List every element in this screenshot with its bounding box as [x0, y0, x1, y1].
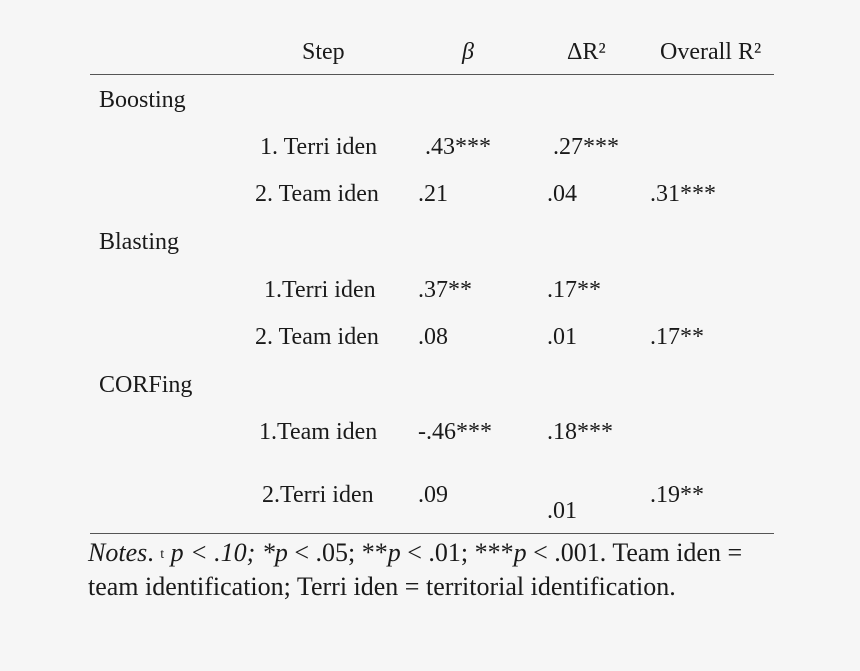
row-step: 2.Terri iden — [262, 482, 374, 508]
notes-p-2: p — [387, 538, 401, 567]
notes-threshold-01: < .01; *** — [400, 538, 514, 567]
row-step: 1. Terri iden — [260, 134, 378, 160]
group-label-boosting: Boosting — [99, 87, 186, 113]
row-delta-r2: .17** — [547, 277, 601, 303]
notes-p-3: p — [513, 538, 527, 567]
row-beta: .37** — [418, 277, 472, 303]
header-delta-r2-text: ΔR² — [567, 39, 606, 65]
notes-p-trend: p < .10 — [164, 538, 247, 567]
group-label-corfing: CORFing — [99, 372, 193, 398]
row-delta-r2: .01 — [547, 498, 577, 524]
row-beta: .08 — [418, 324, 448, 350]
row-delta-r2: .27*** — [553, 134, 619, 160]
top-rule — [90, 74, 774, 75]
row-step: 2. Team iden — [255, 181, 379, 207]
row-beta: .43*** — [425, 134, 491, 160]
notes-label: Notes — [88, 538, 148, 567]
row-beta: .09 — [418, 482, 448, 508]
row-beta: -.46*** — [418, 419, 492, 445]
row-step: 2. Team iden — [255, 324, 379, 350]
notes-t-mark: t — [160, 547, 165, 562]
notes-sep-1: ; * — [246, 538, 275, 567]
notes-threshold-05: < .05; ** — [287, 538, 388, 567]
row-delta-r2: .04 — [547, 181, 577, 207]
header-step: Step — [302, 39, 345, 65]
row-step: 1.Terri iden — [264, 277, 376, 303]
header-delta-r2 — [567, 38, 606, 66]
row-overall-r2: .17** — [650, 324, 704, 350]
notes-p-1: p — [274, 538, 288, 567]
row-step: 1.Team iden — [259, 419, 378, 445]
group-label-blasting: Blasting — [99, 229, 180, 255]
header-beta: β — [462, 39, 474, 65]
table-notes: Notes. $^t$ p < .10; *p < .05; **p < .01; ***p < .001. Team iden = team identification; Terri iden = territorial identification. — [88, 538, 743, 601]
row-delta-r2: .18*** — [547, 419, 613, 445]
row-overall-r2: .31*** — [650, 181, 716, 207]
row-delta-r2: .01 — [547, 324, 577, 350]
row-beta: .21 — [418, 181, 448, 207]
header-overall-r2: Overall R² — [660, 39, 762, 65]
row-overall-r2: .19** — [650, 482, 704, 508]
bottom-rule — [90, 533, 774, 534]
notes-threshold-001: < .001. Team iden = team identification; Terri iden = territorial identification. — [88, 538, 743, 601]
